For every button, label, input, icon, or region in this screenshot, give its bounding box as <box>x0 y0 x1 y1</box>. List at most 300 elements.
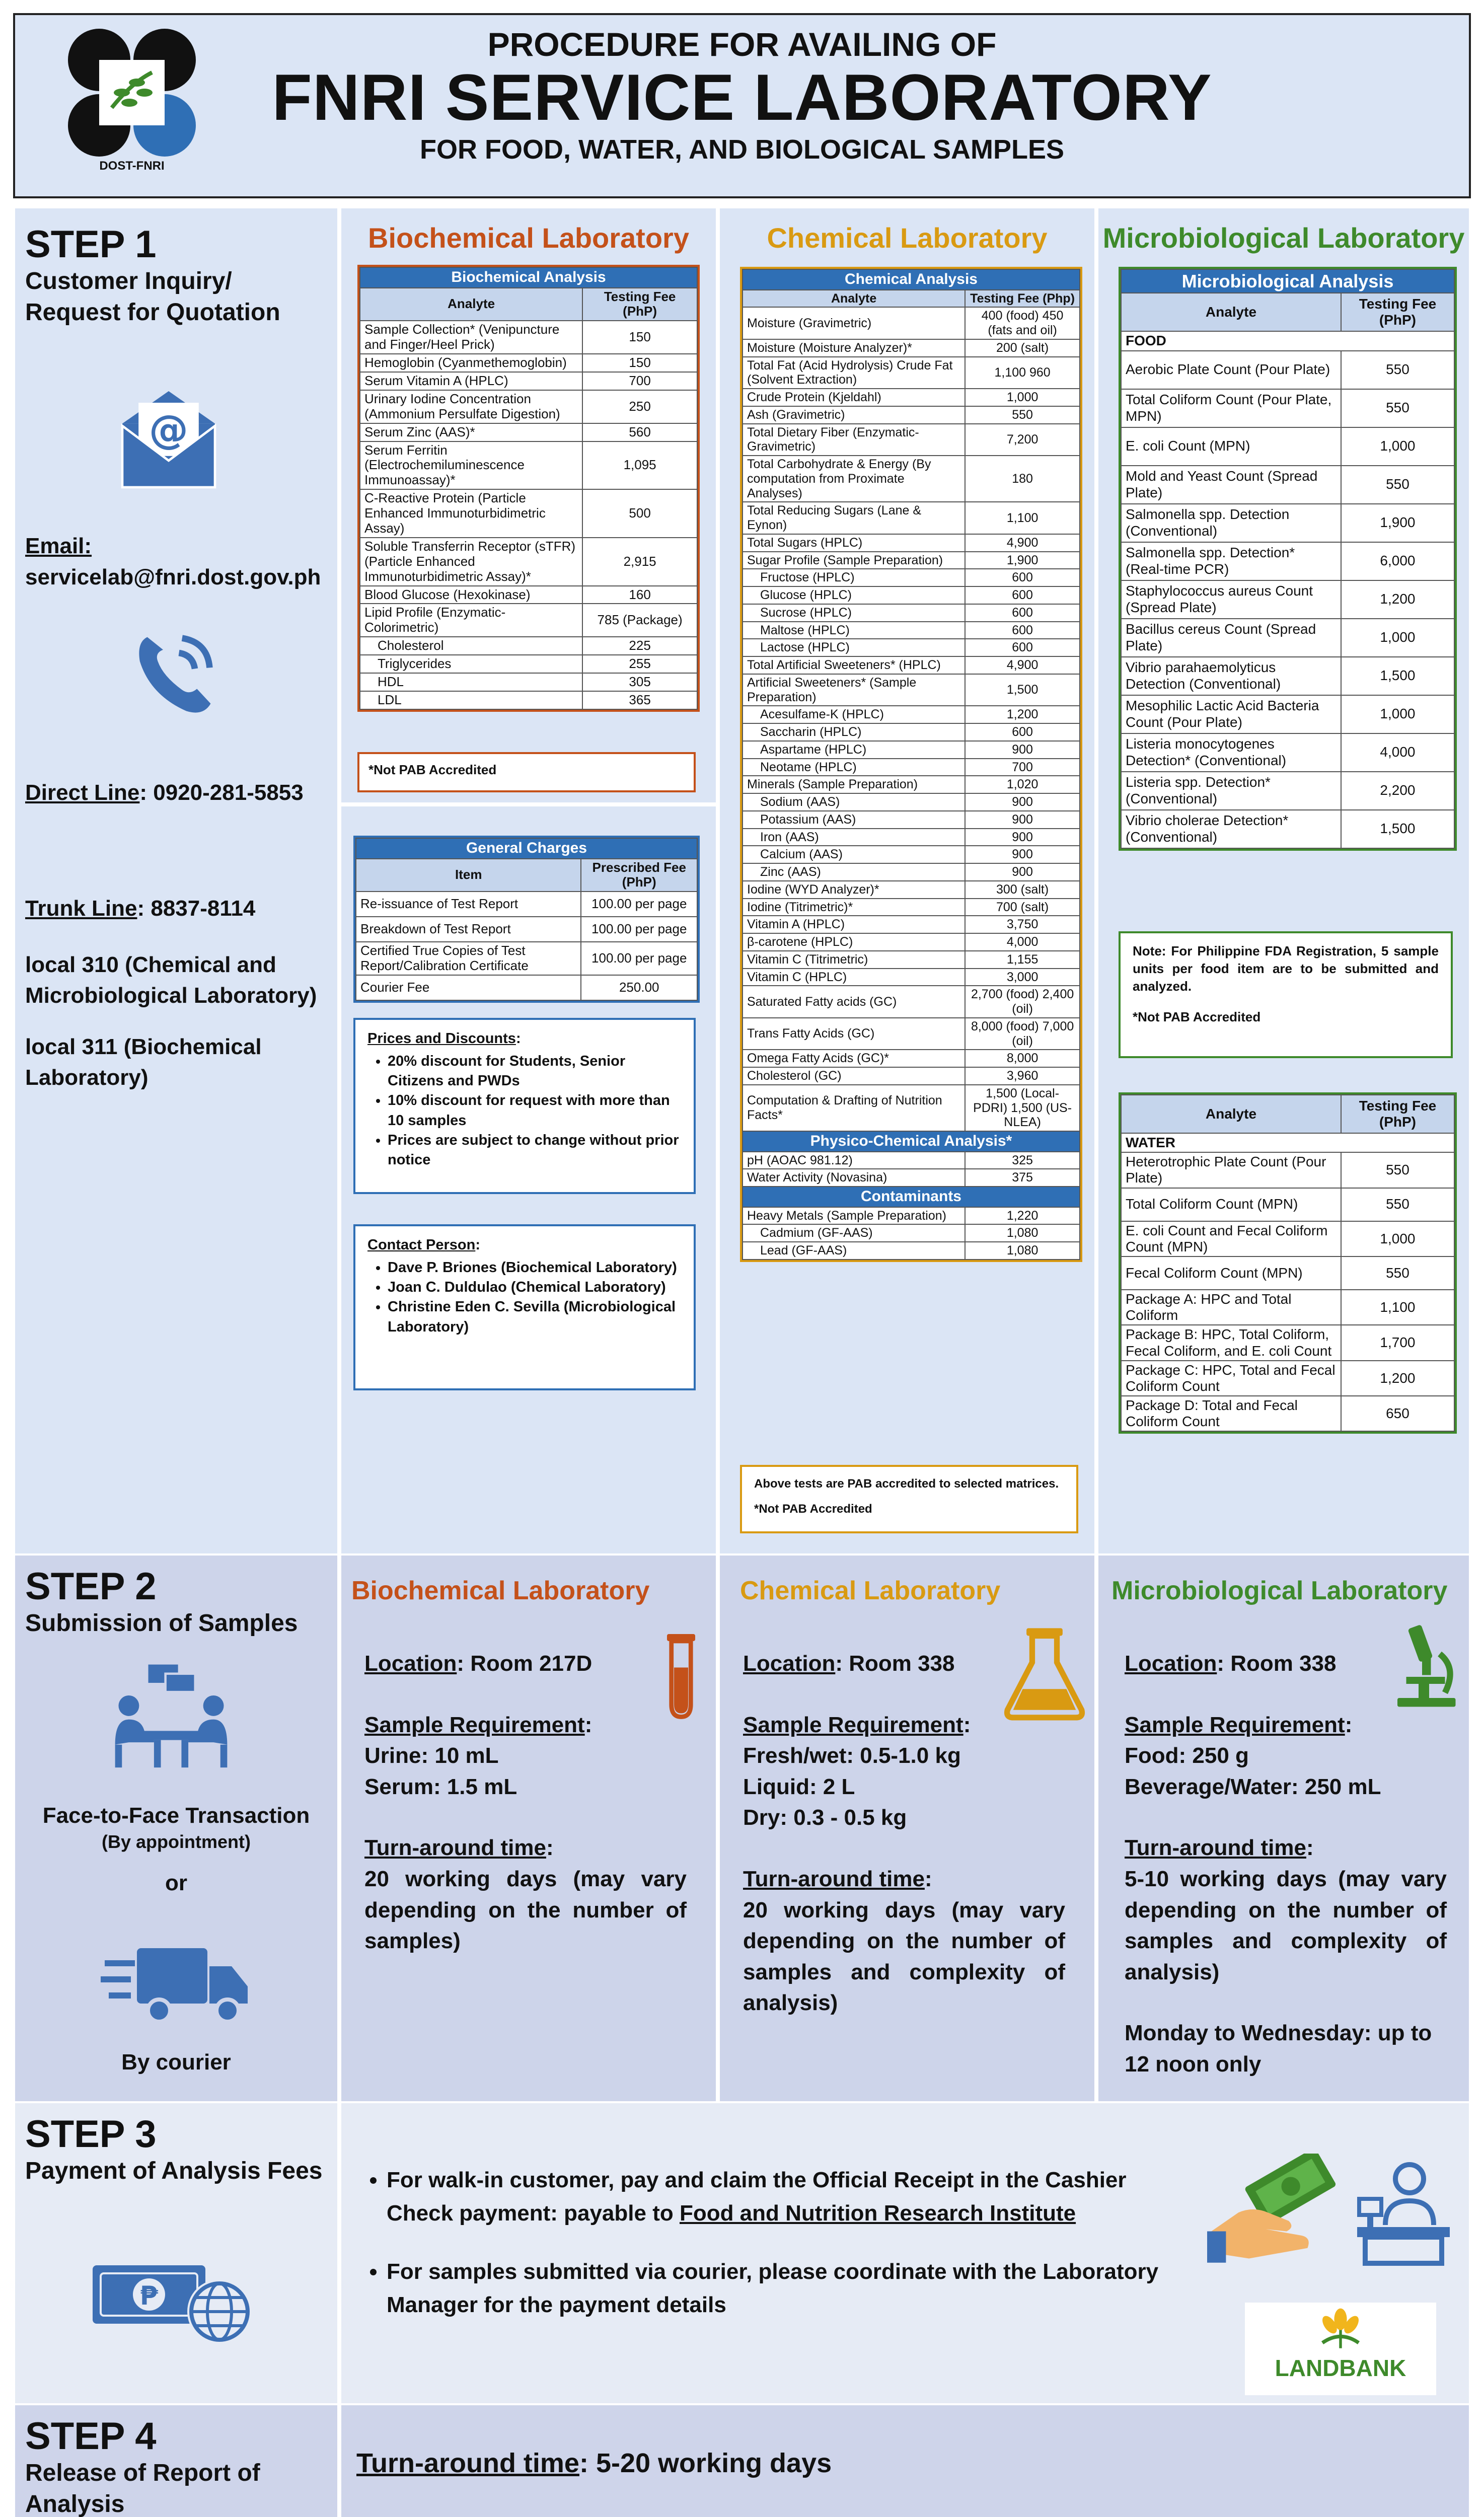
step2-chem <box>720 1556 1094 2101</box>
contact-item: • Christine Eden C. Sevilla (Microbiological Laboratory) <box>388 1297 682 1337</box>
cash-hand-icon <box>1207 2154 1343 2269</box>
chem-table-analyte: Zinc (AAS) <box>743 863 965 881</box>
bio-location-label: Location <box>364 1651 457 1676</box>
chem-table-row <box>743 307 1080 339</box>
bio-table-fee: 150 <box>582 321 697 354</box>
micro-tat-text: 5-10 working days (may vary depending on the number of samples and complexity of analysis) <box>1125 1866 1447 1984</box>
bio-table-fee: 225 <box>582 637 697 655</box>
chem-note-1: Above tests are PAB accredited to selected matrices. <box>754 1477 1059 1491</box>
micro-note-1: Note: For Philippine FDA Registration, 5 sample units per food item are to be submitted and analyzed. <box>1133 943 1439 994</box>
chem-table-analyte: Water Activity (Novasina) <box>743 1169 965 1187</box>
landbank-text: LANDBANK <box>1275 2355 1406 2381</box>
chem-table-analyte: Sucrose (HPLC) <box>743 604 965 622</box>
micro-location: : Room 338 <box>1217 1651 1337 1676</box>
micro-table-analyte: Staphylococcus aureus Count (Spread Plate) <box>1121 580 1341 619</box>
bio-table-row <box>360 673 697 691</box>
water-table-analyte: Package D: Total and Fecal Coliform Count <box>1121 1396 1341 1431</box>
page-header <box>13 13 1471 198</box>
bio-table-fee: 500 <box>582 489 697 538</box>
step4-right <box>341 2405 1469 2517</box>
bio-table-row <box>360 372 697 390</box>
chem-table-fee: 1,220 <box>965 1207 1080 1225</box>
release-tat-label: Turn-around time <box>356 2448 579 2478</box>
chem-table-analyte: Total Carbohydrate & Energy (By computation from Proximate Analyses) <box>743 456 965 502</box>
chem-table-fee: 1,500 <box>965 674 1080 706</box>
micro-table-row <box>1121 466 1454 504</box>
general-col-item: Item <box>356 859 581 892</box>
micro-column <box>1098 208 1469 1553</box>
bio-table-row <box>360 489 697 538</box>
micro-table-analyte: Listeria monocytogenes Detection* (Conventional) <box>1121 733 1341 772</box>
or-label: or <box>165 1870 187 1895</box>
step1-number: STEP 1 <box>25 223 157 266</box>
chem-table-row <box>743 1207 1080 1225</box>
chem-table-row <box>743 969 1080 986</box>
general-table-fee: 100.00 per page <box>581 942 697 975</box>
chem-req-label: Sample Requirement <box>743 1712 963 1737</box>
micro-table-analyte: Vibrio cholerae Detection* (Conventional) <box>1121 810 1341 848</box>
step3-number: STEP 3 <box>25 2113 157 2156</box>
step2-bio <box>341 1556 716 2101</box>
chem-table-analyte: Lead (GF-AAS) <box>743 1242 965 1260</box>
water-table-row <box>1121 1152 1454 1188</box>
chem-table-fee: 1,020 <box>965 776 1080 793</box>
chem-table-analyte: Total Reducing Sugars (Lane & Eynon) <box>743 502 965 534</box>
bio-table-row <box>360 423 697 441</box>
chem-table-row <box>743 706 1080 723</box>
chem-table-analyte: Saturated Fatty acids (GC) <box>743 986 965 1018</box>
email-address[interactable]: servicelab@fnri.dost.gov.ph <box>25 564 321 589</box>
header-line1: PROCEDURE FOR AVAILING OF <box>487 26 997 63</box>
water-table-row <box>1121 1396 1454 1431</box>
micro-table-analyte: E. coli Count (MPN) <box>1121 427 1341 466</box>
chem-table-analyte: Sodium (AAS) <box>743 793 965 811</box>
micro-req-water: Beverage/Water: 250 mL <box>1125 1774 1381 1799</box>
logo-text: DOST-FNRI <box>99 159 165 173</box>
chem-col-fee: Testing Fee (Php) <box>965 290 1080 308</box>
chem-table-row <box>743 502 1080 534</box>
chem-note-2: *Not PAB Accredited <box>754 1502 872 1516</box>
bio-table-fee: 250 <box>582 390 697 423</box>
step4-number: STEP 4 <box>25 2415 157 2458</box>
chem-tat-colon: : <box>924 1866 932 1891</box>
chem-table-fee: 3,000 <box>965 969 1080 986</box>
chem-table-row <box>743 534 1080 552</box>
bio-table-fee: 305 <box>582 673 697 691</box>
water-table-row <box>1121 1221 1454 1256</box>
micro-table-title: Microbiological Analysis <box>1121 269 1454 293</box>
step1-title: Customer Inquiry/ Request for Quotation <box>25 267 280 326</box>
chem-table-fee: 4,900 <box>965 656 1080 674</box>
bio-req-serum: Serum: 1.5 mL <box>364 1774 517 1799</box>
bio-table-row <box>360 441 697 490</box>
micro-table-fee: 1,000 <box>1341 695 1454 733</box>
price-item: • Prices are subject to change without prior notice <box>388 1131 682 1170</box>
micro-table-analyte: Mold and Yeast Count (Spread Plate) <box>1121 466 1341 504</box>
micro-table-fee: 4,000 <box>1341 733 1454 772</box>
chem-table-fee: 900 <box>965 829 1080 846</box>
payee-name: Food and Nutrition Research Institute <box>679 2201 1076 2226</box>
chem-table-row <box>743 1169 1080 1187</box>
local-311: local 311 (Biochemical Laboratory) <box>25 1034 262 1090</box>
chem-req-colon: : <box>963 1712 971 1737</box>
chem-req-fresh: Fresh/wet: 0.5-1.0 kg <box>743 1743 961 1768</box>
chem-tat-text: 20 working days (may vary depending on the number of samples and complexity of analysis) <box>743 1897 1065 2016</box>
micro-group-food: FOOD <box>1121 331 1454 350</box>
micro-schedule: Monday to Wednesday: up to 12 noon only <box>1125 2021 1432 2077</box>
chem-table-analyte: Cholesterol (GC) <box>743 1067 965 1085</box>
step2-bio-heading: Biochemical Laboratory <box>351 1576 650 1605</box>
micro-req-food: Food: 250 g <box>1125 1743 1249 1768</box>
chem-table-fee: 300 (salt) <box>965 881 1080 899</box>
micro-table-row <box>1121 733 1454 772</box>
chem-table-fee: 7,200 <box>965 424 1080 456</box>
bio-table-fee: 2,915 <box>582 538 697 586</box>
bio-table-fee: 150 <box>582 354 697 372</box>
contact-item: • Joan C. Duldulao (Chemical Laboratory) <box>388 1278 682 1297</box>
bio-table-analyte: Soluble Transferrin Receptor (sTFR) (Particle Enhanced Immunoturbidimetric Assay)* <box>360 538 582 586</box>
chem-table-row <box>743 863 1080 881</box>
local-310: local 310 (Chemical and Microbiological Laboratory) <box>25 952 317 1008</box>
water-table-fee: 1,000 <box>1341 1221 1454 1256</box>
micro-table-analyte: Salmonella spp. Detection (Conventional) <box>1121 504 1341 542</box>
bio-table-row <box>360 604 697 637</box>
general-column <box>341 806 716 1553</box>
general-table <box>353 836 700 1003</box>
general-table-analyte: Breakdown of Test Report <box>356 917 581 942</box>
chem-table-row <box>743 916 1080 933</box>
micro-table-fee: 2,200 <box>1341 772 1454 810</box>
bio-table-analyte: Lipid Profile (Enzymatic-Colorimetric) <box>360 604 582 637</box>
courier-payment: • For samples submitted via courier, please coordinate with the Laboratory Manager for the payment details <box>387 2255 1242 2322</box>
phone-icon <box>121 621 227 727</box>
chem-req-liquid: Liquid: 2 L <box>743 1774 855 1799</box>
chem-table-analyte: Glucose (HPLC) <box>743 586 965 604</box>
email-label: Email: <box>25 534 92 558</box>
step2-micro <box>1098 1556 1469 2101</box>
bio-table-analyte: Blood Glucose (Hexokinase) <box>360 586 582 604</box>
chem-table-fee: 600 <box>965 586 1080 604</box>
chem-column <box>720 208 1094 1553</box>
chem-table-row <box>743 986 1080 1018</box>
micro-table-row <box>1121 351 1454 389</box>
chem-table-row <box>743 357 1080 389</box>
chem-table-row <box>743 723 1080 741</box>
chem-table-fee: 200 (salt) <box>965 339 1080 357</box>
bio-table-fee: 160 <box>582 586 697 604</box>
chem-table-fee: 1,080 <box>965 1224 1080 1242</box>
courier-label: By courier <box>121 2050 231 2075</box>
micro-table-row <box>1121 772 1454 810</box>
bio-location: : Room 217D <box>457 1651 592 1676</box>
chem-table-row <box>743 656 1080 674</box>
general-col-fee: Prescribed Fee (PhP) <box>581 859 697 892</box>
bio-table-analyte: C-Reactive Protein (Particle Enhanced Immunoturbidimetric Assay) <box>360 489 582 538</box>
bio-table-row <box>360 655 697 673</box>
prices-box: Prices and Discounts: • 20% discount for Students, Senior Citizens and PWDs • 10% discount for request with more than 10 samples • Prices are subject to change without prior notice <box>353 1018 696 1194</box>
bio-table-analyte: Serum Ferritin (Electrochemiluminescence Immunoassay)* <box>360 441 582 490</box>
bio-tat-label: Turn-around time <box>364 1835 546 1861</box>
chem-table-row <box>743 339 1080 357</box>
water-table-fee: 1,700 <box>1341 1325 1454 1360</box>
bio-col-analyte: Analyte <box>360 288 582 321</box>
step2-number: STEP 2 <box>25 1565 157 1608</box>
chem-table-analyte: Maltose (HPLC) <box>743 622 965 639</box>
water-table-analyte: E. coli Count and Fecal Coliform Count (MPN) <box>1121 1221 1341 1256</box>
water-table-fee: 550 <box>1341 1256 1454 1290</box>
bio-table <box>357 265 700 712</box>
step4-title: Release of Report of Analysis <box>25 2459 260 2517</box>
micro-col-analyte: Analyte <box>1121 293 1341 331</box>
micro-table-fee: 1,200 <box>1341 580 1454 619</box>
release-tat: : 5-20 working days <box>579 2448 832 2478</box>
micro-notes <box>1119 931 1453 1058</box>
chem-table-analyte: Lactose (HPLC) <box>743 639 965 656</box>
walk-in-text: For walk-in customer, pay and claim the Official Receipt in the Cashier <box>387 2168 1127 2192</box>
chem-table-analyte: Cadmium (GF-AAS) <box>743 1224 965 1242</box>
chem-table-analyte: Iron (AAS) <box>743 829 965 846</box>
chem-table-row <box>743 759 1080 776</box>
bio-table-row <box>360 390 697 423</box>
chem-table-row <box>743 846 1080 863</box>
chem-location-label: Location <box>743 1651 836 1676</box>
general-table-analyte: Courier Fee <box>356 975 581 1000</box>
bio-table-analyte: Serum Zinc (AAS)* <box>360 423 582 441</box>
chem-table-fee: 600 <box>965 569 1080 586</box>
chem-table-fee: 400 (food) 450 (fats and oil) <box>965 307 1080 339</box>
step2-section <box>13 1553 1471 2103</box>
chem-table-row <box>743 674 1080 706</box>
step3-title: Payment of Analysis Fees <box>25 2157 323 2184</box>
trunk-line-label: Trunk Line <box>25 896 137 921</box>
chem-table-analyte: Sugar Profile (Sample Preparation) <box>743 552 965 569</box>
direct-line-label: Direct Line <box>25 780 140 805</box>
chem-table-row <box>743 811 1080 829</box>
chem-table-row <box>743 1085 1080 1131</box>
chem-table-row <box>743 776 1080 793</box>
chem-table-analyte: Trans Fatty Acids (GC) <box>743 1018 965 1050</box>
chem-table-fee: 700 <box>965 759 1080 776</box>
chem-table-analyte: Fructose (HPLC) <box>743 569 965 586</box>
micro-table-row <box>1121 619 1454 657</box>
bio-table-fee: 785 (Package) <box>582 604 697 637</box>
chem-table-fee: 550 <box>965 406 1080 424</box>
meeting-icon <box>108 1661 234 1772</box>
chem-table-analyte: Minerals (Sample Preparation) <box>743 776 965 793</box>
general-table-row <box>356 975 697 1000</box>
general-table-analyte: Certified True Copies of Test Report/Calibration Certificate <box>356 942 581 975</box>
step3-right <box>341 2103 1469 2403</box>
bio-col-fee: Testing Fee (PhP) <box>582 288 697 321</box>
chem-table-fee: 1,155 <box>965 951 1080 969</box>
chem-table <box>740 267 1082 1262</box>
chem-table-row <box>743 933 1080 951</box>
delivery-truck-icon <box>101 1938 252 2029</box>
chem-table-analyte: Total Dietary Fiber (Enzymatic-Gravimetric) <box>743 424 965 456</box>
micro-table-row <box>1121 542 1454 580</box>
chem-table-analyte: Total Artificial Sweeteners* (HPLC) <box>743 656 965 674</box>
direct-line-number[interactable]: : 0920-281-5853 <box>139 780 304 805</box>
general-table-fee: 250.00 <box>581 975 697 1000</box>
chem-table-fee: 8,000 <box>965 1050 1080 1067</box>
cashier-icon <box>1353 2159 1454 2269</box>
svg-text:@: @ <box>149 407 189 453</box>
chem-table-analyte: Moisture (Moisture Analyzer)* <box>743 339 965 357</box>
micro-table-analyte: Listeria spp. Detection* (Conventional) <box>1121 772 1341 810</box>
micro-table-row <box>1121 695 1454 733</box>
micro-table-fee: 1,000 <box>1341 427 1454 466</box>
chem-table-row <box>743 1224 1080 1242</box>
chem-table-analyte: Calcium (AAS) <box>743 846 965 863</box>
water-table-analyte: Package B: HPC, Total Coliform, Fecal Coliform, and E. coli Count <box>1121 1325 1341 1360</box>
general-table-title: General Charges <box>356 838 697 859</box>
chem-table-fee: 2,700 (food) 2,400 (oil) <box>965 986 1080 1018</box>
bio-tat-colon: : <box>546 1835 554 1861</box>
bio-note: *Not PAB Accredited <box>357 752 696 792</box>
micro-table-fee: 550 <box>1341 389 1454 427</box>
water-group: WATER <box>1121 1133 1454 1152</box>
step1-left <box>15 208 337 1553</box>
general-table-analyte: Re-issuance of Test Report <box>356 892 581 917</box>
water-table-fee: 650 <box>1341 1396 1454 1431</box>
step3-left <box>15 2103 337 2403</box>
bio-table-analyte: Cholesterol <box>360 637 582 655</box>
chem-table-row <box>743 569 1080 586</box>
chem-table-analyte: Vitamin C (HPLC) <box>743 969 965 986</box>
chem-req-dry: Dry: 0.3 - 0.5 kg <box>743 1805 907 1830</box>
water-table-row <box>1121 1290 1454 1325</box>
f2f-label: Face-to-Face Transaction <box>42 1803 310 1828</box>
chem-table-fee: 4,900 <box>965 534 1080 552</box>
chem-table-fee: 1,500 (Local-PDRI) 1,500 (US-NLEA) <box>965 1085 1080 1131</box>
chem-table-analyte: Artificial Sweeteners* (Sample Preparation) <box>743 674 965 706</box>
bio-req-label: Sample Requirement <box>364 1712 585 1737</box>
price-item: • 20% discount for Students, Senior Citizens and PWDs <box>388 1052 682 1091</box>
chem-table-fee: 1,200 <box>965 706 1080 723</box>
water-table-analyte: Total Coliform Count (MPN) <box>1121 1188 1341 1221</box>
micro-table-fee: 550 <box>1341 351 1454 389</box>
micro-table-analyte: Bacillus cereus Count (Spread Plate) <box>1121 619 1341 657</box>
micro-table-fee: 6,000 <box>1341 542 1454 580</box>
trunk-line-number[interactable]: : 8837-8114 <box>137 896 256 921</box>
chem-table-row <box>743 456 1080 502</box>
water-table <box>1119 1092 1457 1434</box>
chem-table-analyte: Saccharin (HPLC) <box>743 723 965 741</box>
chem-table-fee: 700 (salt) <box>965 899 1080 916</box>
chem-table-analyte: Acesulfame-K (HPLC) <box>743 706 965 723</box>
walk-in-payment <box>387 2164 1242 2230</box>
chem-table-row <box>743 881 1080 899</box>
chem-table-row <box>743 1050 1080 1067</box>
contact-item: • Dave P. Briones (Biochemical Laboratory) <box>388 1258 682 1278</box>
water-table-row <box>1121 1325 1454 1360</box>
chem-table-fee: 900 <box>965 741 1080 759</box>
micro-table-analyte: Vibrio parahaemolyticus Detection (Conventional) <box>1121 657 1341 695</box>
micro-note-2: *Not PAB Accredited <box>1133 1009 1261 1025</box>
bio-table-row <box>360 538 697 586</box>
bio-table-title: Biochemical Analysis <box>360 267 697 288</box>
chem-table-analyte: Total Sugars (HPLC) <box>743 534 965 552</box>
micro-table-analyte: Salmonella spp. Detection* (Real-time PCR) <box>1121 542 1341 580</box>
chem-col-analyte: Analyte <box>743 290 965 308</box>
step2-micro-heading: Microbiological Laboratory <box>1111 1576 1448 1605</box>
micro-table-fee: 1,500 <box>1341 657 1454 695</box>
chem-table-fee: 8,000 (food) 7,000 (oil) <box>965 1018 1080 1050</box>
bio-table-row <box>360 691 697 709</box>
bio-tat-text: 20 working days (may vary depending on the number of samples) <box>364 1866 687 1954</box>
step2-left <box>15 1556 337 2101</box>
bio-table-fee: 700 <box>582 372 697 390</box>
chem-table-fee: 3,750 <box>965 916 1080 933</box>
step3-section <box>13 2101 1471 2405</box>
general-table-row <box>356 892 697 917</box>
water-table-analyte: Package C: HPC, Total and Fecal Coliform Count <box>1121 1361 1341 1396</box>
micro-tat-colon: : <box>1306 1835 1314 1861</box>
chem-table-fee: 325 <box>965 1152 1080 1169</box>
micro-table-fee: 1,500 <box>1341 810 1454 848</box>
chem-table-fee: 900 <box>965 846 1080 863</box>
chem-table-analyte: Iodine (WYD Analyzer)* <box>743 881 965 899</box>
chem-table-row <box>743 586 1080 604</box>
water-table-row <box>1121 1361 1454 1396</box>
micro-tat-label: Turn-around time <box>1125 1835 1306 1861</box>
chem-table-row <box>743 793 1080 811</box>
contact-title: Contact Person <box>367 1237 476 1253</box>
check-payment-text: Check payment: payable to <box>387 2201 680 2226</box>
chem-table-analyte: Iodine (Titrimetric)* <box>743 899 965 916</box>
micro-table-row <box>1121 810 1454 848</box>
bio-table-analyte: Sample Collection* (Venipuncture and Finger/Heel Prick) <box>360 321 582 354</box>
bio-table-analyte: HDL <box>360 673 582 691</box>
chem-table-analyte: Potassium (AAS) <box>743 811 965 829</box>
chem-table-row <box>743 829 1080 846</box>
chem-table-analyte: Total Fat (Acid Hydrolysis) Crude Fat (Solvent Extraction) <box>743 357 965 389</box>
micro-table-row <box>1121 657 1454 695</box>
chem-contaminants-header <box>743 1187 1080 1207</box>
landbank-logo <box>1245 2303 1436 2395</box>
email-icon <box>111 380 227 495</box>
chem-table-row <box>743 741 1080 759</box>
chem-physico-header-label: Physico-Chemical Analysis* <box>743 1131 1080 1152</box>
bio-table-fee: 365 <box>582 691 697 709</box>
micro-req-colon: : <box>1345 1712 1353 1737</box>
general-table-fee: 100.00 per page <box>581 917 697 942</box>
landbank-logo-icon <box>1313 2307 1368 2352</box>
general-table-fee: 100.00 per page <box>581 892 697 917</box>
bio-table-analyte: Urinary Iodine Concentration (Ammonium Persulfate Digestion) <box>360 390 582 423</box>
micro-table-analyte: Mesophilic Lactic Acid Bacteria Count (Pour Plate) <box>1121 695 1341 733</box>
general-table-row <box>356 942 697 975</box>
water-table-fee: 550 <box>1341 1188 1454 1221</box>
step1-section <box>13 206 1471 1556</box>
chem-table-analyte: Heavy Metals (Sample Preparation) <box>743 1207 965 1225</box>
chem-table-fee: 900 <box>965 863 1080 881</box>
water-col-analyte: Analyte <box>1121 1095 1341 1133</box>
chem-contaminants-header-label: Contaminants <box>743 1187 1080 1207</box>
micro-table-fee: 550 <box>1341 466 1454 504</box>
chem-heading: Chemical Laboratory <box>767 222 1048 254</box>
bio-req-colon: : <box>584 1712 592 1737</box>
bio-table-row <box>360 637 697 655</box>
chem-table-row <box>743 951 1080 969</box>
chem-table-fee: 900 <box>965 793 1080 811</box>
contact-box: Contact Person: • Dave P. Briones (Biochemical Laboratory) • Joan C. Duldulao (Chemical Laboratory) • Christine Eden C. Sevilla (Microbiological Laboratory) <box>353 1224 696 1390</box>
chem-table-row <box>743 604 1080 622</box>
chem-notes <box>740 1465 1078 1533</box>
water-col-fee: Testing Fee (PhP) <box>1341 1095 1454 1133</box>
chem-table-analyte: Aspartame (HPLC) <box>743 741 965 759</box>
chem-table-fee: 1,080 <box>965 1242 1080 1260</box>
